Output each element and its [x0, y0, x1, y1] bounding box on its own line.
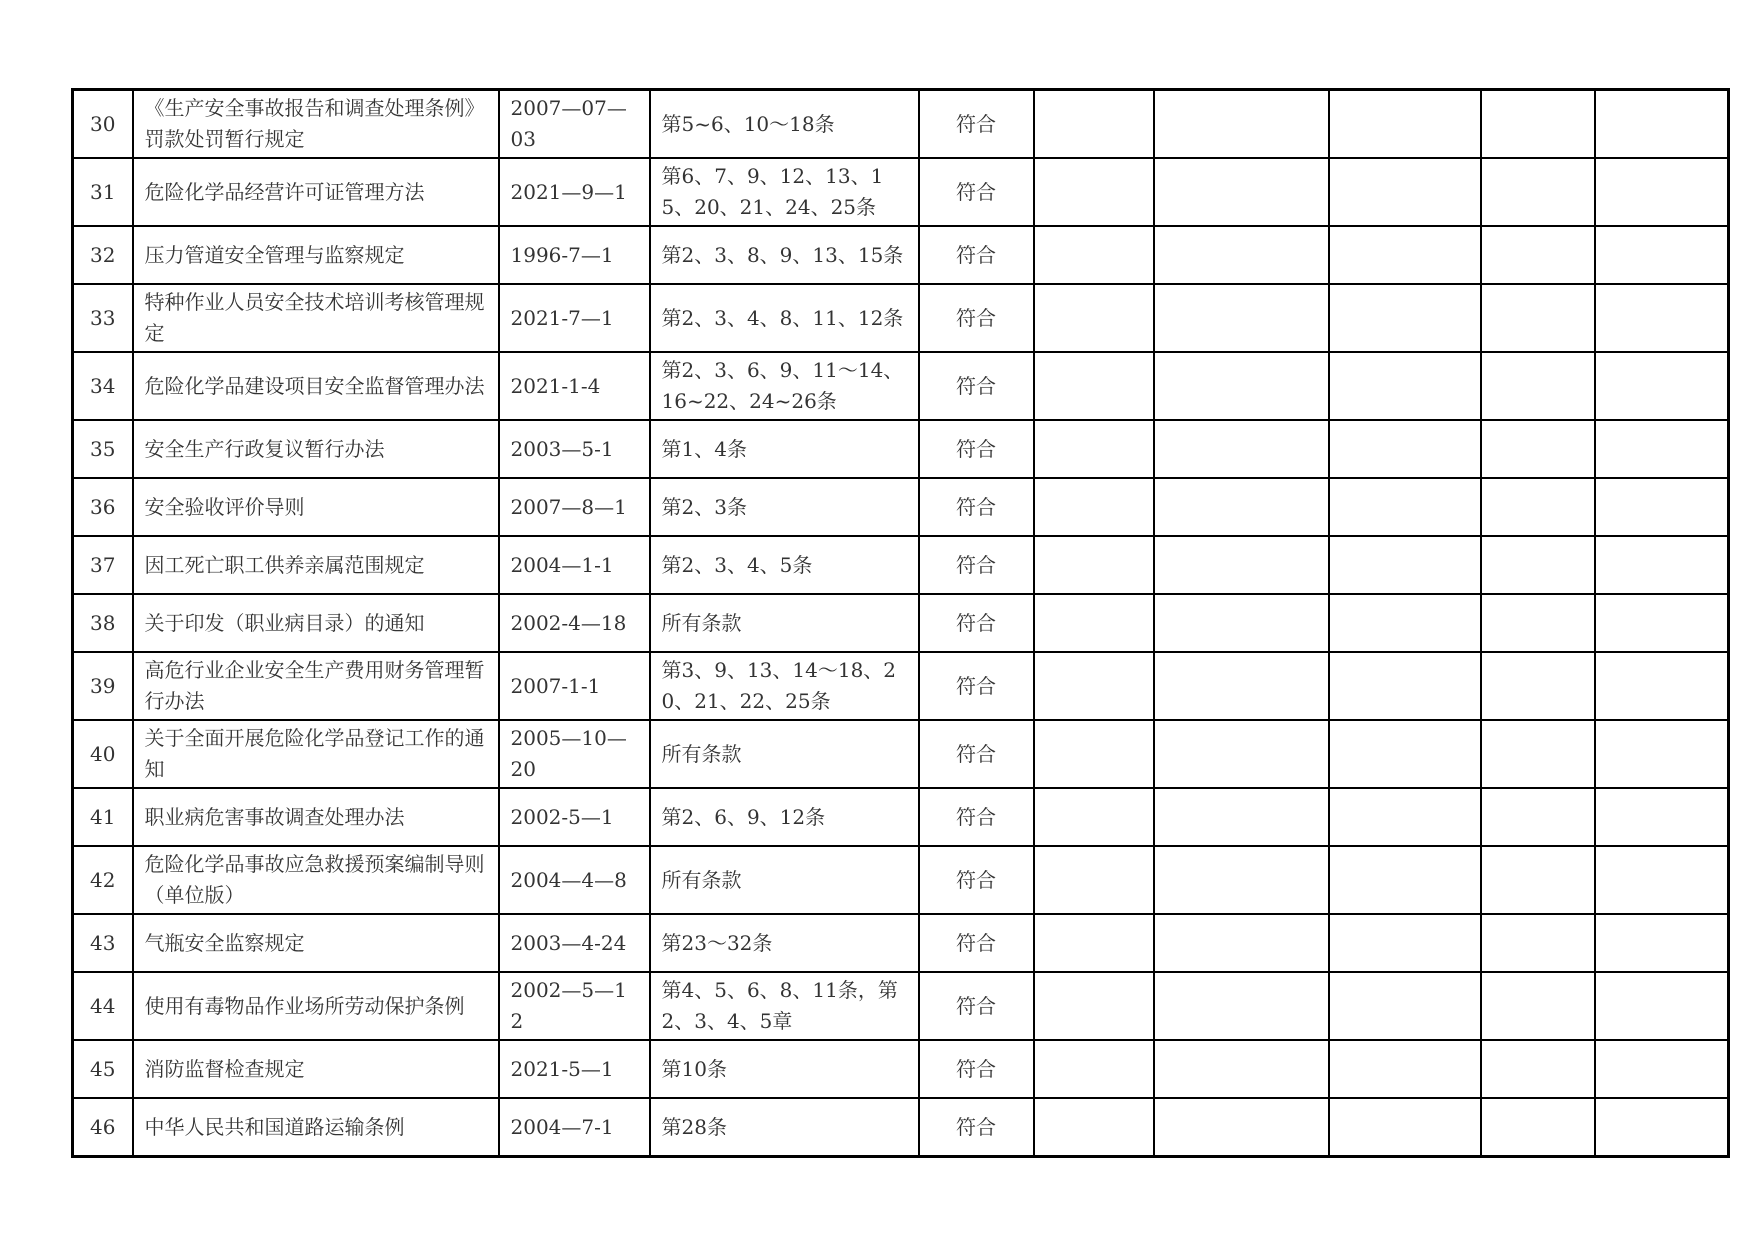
row-number-cell: 30 — [73, 90, 133, 159]
empty-cell — [1329, 420, 1481, 478]
empty-cell — [1034, 846, 1154, 914]
row-number-cell: 37 — [73, 536, 133, 594]
empty-cell — [1034, 914, 1154, 972]
empty-cell — [1329, 284, 1481, 352]
empty-cell — [1595, 1040, 1729, 1098]
table-row — [73, 352, 1729, 420]
compliance-result-cell: 符合 — [919, 158, 1034, 226]
empty-cell — [1595, 478, 1729, 536]
applicable-clauses-cell: 第2、3、4、5条 — [650, 536, 919, 594]
row-number-cell: 44 — [73, 972, 133, 1040]
effective-date-cell: 2021-7—1 — [499, 284, 650, 352]
effective-date-cell: 2002-4—18 — [499, 594, 650, 652]
empty-cell — [1329, 720, 1481, 788]
compliance-result-cell: 符合 — [919, 420, 1034, 478]
empty-cell — [1154, 972, 1329, 1040]
empty-cell — [1481, 226, 1595, 284]
row-number-cell: 41 — [73, 788, 133, 846]
applicable-clauses-cell: 第23～32条 — [650, 914, 919, 972]
applicable-clauses-cell: 第2、6、9、12条 — [650, 788, 919, 846]
empty-cell — [1481, 914, 1595, 972]
regulation-name-cell: 安全生产行政复议暂行办法 — [133, 420, 499, 478]
empty-cell — [1595, 652, 1729, 720]
table-row — [73, 594, 1729, 652]
row-number-cell: 40 — [73, 720, 133, 788]
empty-cell — [1595, 284, 1729, 352]
regulation-name-cell: 关于全面开展危险化学品登记工作的通知 — [133, 720, 499, 788]
regulation-name-cell: 中华人民共和国道路运输条例 — [133, 1098, 499, 1157]
empty-cell — [1595, 594, 1729, 652]
empty-cell — [1034, 788, 1154, 846]
applicable-clauses-cell: 第1、4条 — [650, 420, 919, 478]
empty-cell — [1329, 90, 1481, 159]
table-row — [73, 90, 1729, 159]
regulation-name-cell: 压力管道安全管理与监察规定 — [133, 226, 499, 284]
row-number-cell: 42 — [73, 846, 133, 914]
empty-cell — [1481, 90, 1595, 159]
empty-cell — [1034, 972, 1154, 1040]
compliance-result-cell: 符合 — [919, 972, 1034, 1040]
applicable-clauses-cell: 第10条 — [650, 1040, 919, 1098]
empty-cell — [1481, 284, 1595, 352]
effective-date-cell: 2004—7-1 — [499, 1098, 650, 1157]
regulation-name-cell: 危险化学品事故应急救援预案编制导则（单位版） — [133, 846, 499, 914]
effective-date-cell: 2007—8—1 — [499, 478, 650, 536]
empty-cell — [1329, 226, 1481, 284]
row-number-cell: 38 — [73, 594, 133, 652]
regulation-name-cell: 职业病危害事故调查处理办法 — [133, 788, 499, 846]
empty-cell — [1329, 914, 1481, 972]
empty-cell — [1595, 914, 1729, 972]
compliance-result-cell: 符合 — [919, 594, 1034, 652]
compliance-result-cell: 符合 — [919, 90, 1034, 159]
empty-cell — [1034, 158, 1154, 226]
effective-date-cell: 2004—1-1 — [499, 536, 650, 594]
empty-cell — [1154, 158, 1329, 226]
compliance-result-cell: 符合 — [919, 914, 1034, 972]
effective-date-cell: 2021-5—1 — [499, 1040, 650, 1098]
empty-cell — [1595, 536, 1729, 594]
empty-cell — [1154, 1098, 1329, 1157]
empty-cell — [1329, 158, 1481, 226]
regulation-name-cell: 高危行业企业安全生产费用财务管理暂行办法 — [133, 652, 499, 720]
effective-date-cell: 2021-1-4 — [499, 352, 650, 420]
empty-cell — [1034, 536, 1154, 594]
regulation-name-cell: 因工死亡职工供养亲属范围规定 — [133, 536, 499, 594]
row-number-cell: 46 — [73, 1098, 133, 1157]
table-row — [73, 536, 1729, 594]
effective-date-cell: 2007-1-1 — [499, 652, 650, 720]
empty-cell — [1481, 720, 1595, 788]
row-number-cell: 45 — [73, 1040, 133, 1098]
empty-cell — [1154, 536, 1329, 594]
empty-cell — [1154, 1040, 1329, 1098]
empty-cell — [1034, 90, 1154, 159]
empty-cell — [1329, 1098, 1481, 1157]
row-number-cell: 32 — [73, 226, 133, 284]
table-row — [73, 914, 1729, 972]
effective-date-cell: 1996-7—1 — [499, 226, 650, 284]
effective-date-cell: 2003—4-24 — [499, 914, 650, 972]
empty-cell — [1481, 536, 1595, 594]
table-row — [73, 1040, 1729, 1098]
applicable-clauses-cell: 第4、5、6、8、11条，第2、3、4、5章 — [650, 972, 919, 1040]
regulation-name-cell: 关于印发（职业病目录）的通知 — [133, 594, 499, 652]
compliance-result-cell: 符合 — [919, 1040, 1034, 1098]
applicable-clauses-cell: 第2、3、8、9、13、15条 — [650, 226, 919, 284]
empty-cell — [1595, 720, 1729, 788]
empty-cell — [1481, 972, 1595, 1040]
effective-date-cell: 2005—10—20 — [499, 720, 650, 788]
empty-cell — [1034, 420, 1154, 478]
empty-cell — [1034, 226, 1154, 284]
regulation-name-cell: 安全验收评价导则 — [133, 478, 499, 536]
row-number-cell: 34 — [73, 352, 133, 420]
empty-cell — [1034, 284, 1154, 352]
table-row — [73, 420, 1729, 478]
empty-cell — [1329, 1040, 1481, 1098]
empty-cell — [1481, 420, 1595, 478]
empty-cell — [1034, 1098, 1154, 1157]
empty-cell — [1595, 90, 1729, 159]
empty-cell — [1595, 420, 1729, 478]
effective-date-cell: 2004—4—8 — [499, 846, 650, 914]
regulations-compliance-table — [71, 88, 1730, 1158]
row-number-cell: 39 — [73, 652, 133, 720]
empty-cell — [1034, 1040, 1154, 1098]
regulation-name-cell: 消防监督检查规定 — [133, 1040, 499, 1098]
regulation-name-cell: 危险化学品经营许可证管理方法 — [133, 158, 499, 226]
applicable-clauses-cell: 第2、3、6、9、11～14、16~22、24~26条 — [650, 352, 919, 420]
compliance-result-cell: 符合 — [919, 536, 1034, 594]
empty-cell — [1034, 594, 1154, 652]
regulation-name-cell: 特种作业人员安全技术培训考核管理规定 — [133, 284, 499, 352]
applicable-clauses-cell: 所有条款 — [650, 846, 919, 914]
applicable-clauses-cell: 第2、3条 — [650, 478, 919, 536]
empty-cell — [1481, 158, 1595, 226]
compliance-result-cell: 符合 — [919, 846, 1034, 914]
applicable-clauses-cell: 所有条款 — [650, 594, 919, 652]
empty-cell — [1481, 846, 1595, 914]
row-number-cell: 35 — [73, 420, 133, 478]
empty-cell — [1481, 1098, 1595, 1157]
empty-cell — [1329, 478, 1481, 536]
empty-cell — [1481, 594, 1595, 652]
empty-cell — [1154, 846, 1329, 914]
applicable-clauses-cell: 第5~6、10～18条 — [650, 90, 919, 159]
empty-cell — [1481, 788, 1595, 846]
empty-cell — [1481, 652, 1595, 720]
regulation-name-cell: 危险化学品建设项目安全监督管理办法 — [133, 352, 499, 420]
effective-date-cell: 2002-5—1 — [499, 788, 650, 846]
empty-cell — [1154, 352, 1329, 420]
table-row — [73, 158, 1729, 226]
empty-cell — [1595, 788, 1729, 846]
table-row — [73, 972, 1729, 1040]
table-row — [73, 1098, 1729, 1157]
empty-cell — [1481, 1040, 1595, 1098]
effective-date-cell: 2021—9—1 — [499, 158, 650, 226]
applicable-clauses-cell: 第3、9、13、14～18、20、21、22、25条 — [650, 652, 919, 720]
row-number-cell: 36 — [73, 478, 133, 536]
empty-cell — [1595, 846, 1729, 914]
empty-cell — [1034, 652, 1154, 720]
empty-cell — [1329, 594, 1481, 652]
applicable-clauses-cell: 第28条 — [650, 1098, 919, 1157]
empty-cell — [1154, 478, 1329, 536]
table-row — [73, 788, 1729, 846]
table-row — [73, 478, 1729, 536]
empty-cell — [1034, 352, 1154, 420]
applicable-clauses-cell: 第6、7、9、12、13、15、20、21、24、25条 — [650, 158, 919, 226]
empty-cell — [1595, 1098, 1729, 1157]
applicable-clauses-cell: 所有条款 — [650, 720, 919, 788]
empty-cell — [1154, 226, 1329, 284]
empty-cell — [1154, 420, 1329, 478]
empty-cell — [1154, 914, 1329, 972]
empty-cell — [1329, 652, 1481, 720]
row-number-cell: 43 — [73, 914, 133, 972]
empty-cell — [1154, 652, 1329, 720]
empty-cell — [1595, 972, 1729, 1040]
compliance-result-cell: 符合 — [919, 652, 1034, 720]
empty-cell — [1154, 720, 1329, 788]
empty-cell — [1329, 352, 1481, 420]
empty-cell — [1329, 846, 1481, 914]
table-row — [73, 284, 1729, 352]
empty-cell — [1595, 352, 1729, 420]
empty-cell — [1154, 284, 1329, 352]
effective-date-cell: 2002—5—12 — [499, 972, 650, 1040]
empty-cell — [1481, 478, 1595, 536]
empty-cell — [1154, 90, 1329, 159]
table-row — [73, 652, 1729, 720]
empty-cell — [1329, 536, 1481, 594]
compliance-result-cell: 符合 — [919, 284, 1034, 352]
row-number-cell: 33 — [73, 284, 133, 352]
empty-cell — [1034, 720, 1154, 788]
row-number-cell: 31 — [73, 158, 133, 226]
empty-cell — [1154, 788, 1329, 846]
effective-date-cell: 2003—5-1 — [499, 420, 650, 478]
empty-cell — [1034, 478, 1154, 536]
compliance-result-cell: 符合 — [919, 720, 1034, 788]
table-row — [73, 846, 1729, 914]
table-row — [73, 720, 1729, 788]
table-body — [73, 90, 1729, 1157]
compliance-result-cell: 符合 — [919, 226, 1034, 284]
empty-cell — [1595, 226, 1729, 284]
effective-date-cell: 2007—07—03 — [499, 90, 650, 159]
compliance-result-cell: 符合 — [919, 788, 1034, 846]
compliance-result-cell: 符合 — [919, 352, 1034, 420]
regulation-name-cell: 使用有毒物品作业场所劳动保护条例 — [133, 972, 499, 1040]
empty-cell — [1329, 972, 1481, 1040]
empty-cell — [1595, 158, 1729, 226]
empty-cell — [1154, 594, 1329, 652]
compliance-result-cell: 符合 — [919, 478, 1034, 536]
regulation-name-cell: 《生产安全事故报告和调查处理条例》罚款处罚暂行规定 — [133, 90, 499, 159]
empty-cell — [1481, 352, 1595, 420]
regulation-name-cell: 气瓶安全监察规定 — [133, 914, 499, 972]
applicable-clauses-cell: 第2、3、4、8、11、12条 — [650, 284, 919, 352]
table-row — [73, 226, 1729, 284]
compliance-result-cell: 符合 — [919, 1098, 1034, 1157]
empty-cell — [1329, 788, 1481, 846]
